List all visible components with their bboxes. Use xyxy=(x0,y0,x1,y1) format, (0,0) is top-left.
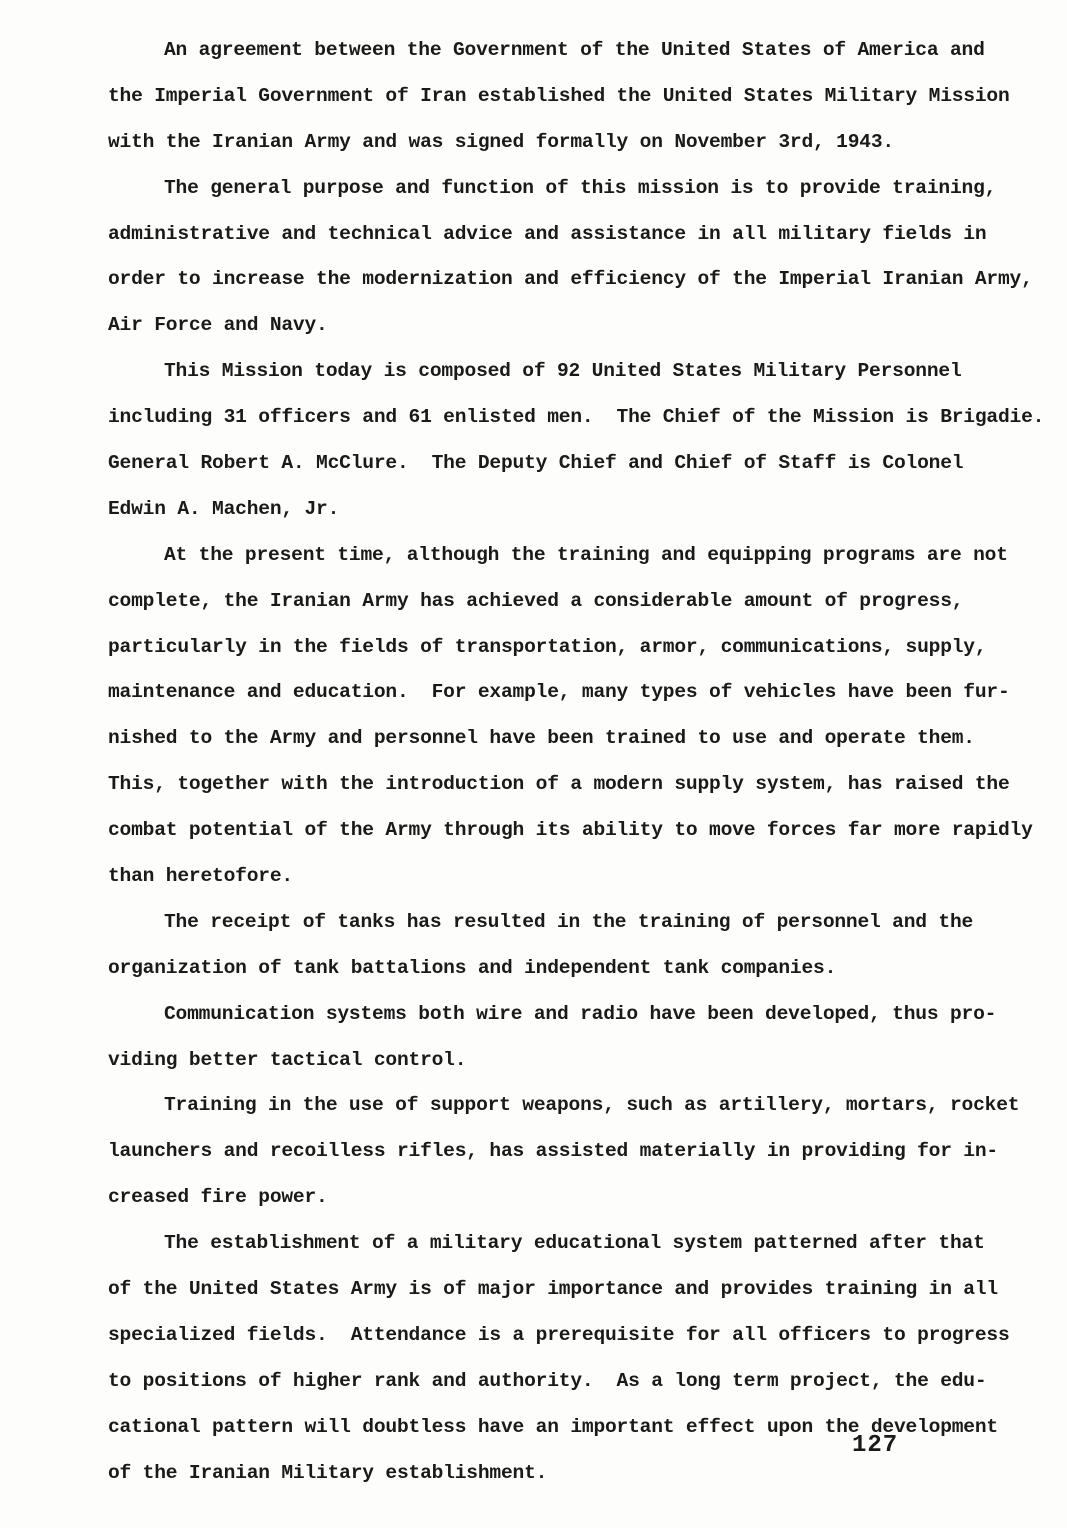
text-line: organization of tank battalions and independent tank companies. xyxy=(108,956,837,979)
text-line: complete, the Iranian Army has achieved a considerable amount of progress, xyxy=(108,589,964,612)
text-line: with the Iranian Army and was signed formally on November 3rd, 1943. xyxy=(108,130,894,153)
text-line: viding better tactical control. xyxy=(108,1048,467,1071)
text-line: administrative and technical advice and assistance in all military fields in xyxy=(108,222,987,245)
text-line: particularly in the fields of transportation, armor, communications, supply, xyxy=(108,635,987,658)
text-line: Training in the use of support weapons, such as artillery, mortars, rocket xyxy=(164,1094,1020,1117)
text-line: An agreement between the Government of the United States of America and xyxy=(164,39,985,61)
text-line: The receipt of tanks has resulted in the training of personnel and the xyxy=(164,910,974,933)
text-line: combat potential of the Army through its ability to move forces far more rapidly xyxy=(108,819,1033,842)
text-line: Edwin A. Machen, Jr. xyxy=(108,497,340,520)
paragraph xyxy=(108,166,1033,350)
paragraph xyxy=(108,900,1023,992)
text-line: creased fire power. xyxy=(108,1186,328,1209)
text-line: This, together with the introduction of a modern supply system, has raised the xyxy=(108,773,1010,796)
text-line: Communication systems both wire and radio have been developed, thus pro- xyxy=(164,1002,997,1025)
paragraph xyxy=(108,28,1023,166)
text-line: The general purpose and function of this mission is to provide training, xyxy=(164,176,997,199)
paragraph xyxy=(108,1083,1023,1221)
text-line: of the United States Army is of major importance and provides training in all xyxy=(108,1278,998,1301)
paragraph xyxy=(108,533,1033,900)
document-body xyxy=(108,28,1045,1497)
text-line: the Imperial Government of Iran established the United States Military Mission xyxy=(108,84,1010,107)
text-line: nished to the Army and personnel have been trained to use and operate them. xyxy=(108,727,975,750)
text-line: cational pattern will doubtless have an important effect upon the development xyxy=(108,1415,998,1438)
text-line: At the present time, although the training and equipping programs are not xyxy=(164,543,1008,566)
text-line: order to increase the modernization and efficiency of the Imperial Iranian Army, xyxy=(108,268,1033,291)
text-line: General Robert A. McClure. The Deputy Chief and Chief of Staff is Colonel xyxy=(108,452,964,475)
text-line: This Mission today is composed of 92 United States Military Personnel xyxy=(164,360,962,383)
text-line: of the Iranian Military establishment. xyxy=(108,1461,548,1484)
text-line: Air Force and Navy. xyxy=(108,314,328,337)
text-line: including 31 officers and 61 enlisted men. The Chief of the Mission is Brigadie. xyxy=(108,406,1045,429)
text-line: The establishment of a military educational system patterned after that xyxy=(164,1232,985,1255)
page-number: 127 xyxy=(852,1432,899,1459)
text-line: specialized fields. Attendance is a prerequisite for all officers to progress xyxy=(108,1323,1010,1346)
paragraph xyxy=(108,992,1023,1084)
text-line: maintenance and education. For example, many types of vehicles have been fur- xyxy=(108,681,1010,704)
text-line: to positions of higher rank and authority. As a long term project, the edu- xyxy=(108,1369,987,1392)
text-line: than heretofore. xyxy=(108,865,293,888)
text-line: launchers and recoilless rifles, has assisted materially in providing for in- xyxy=(108,1140,998,1163)
paragraph xyxy=(108,349,1045,533)
